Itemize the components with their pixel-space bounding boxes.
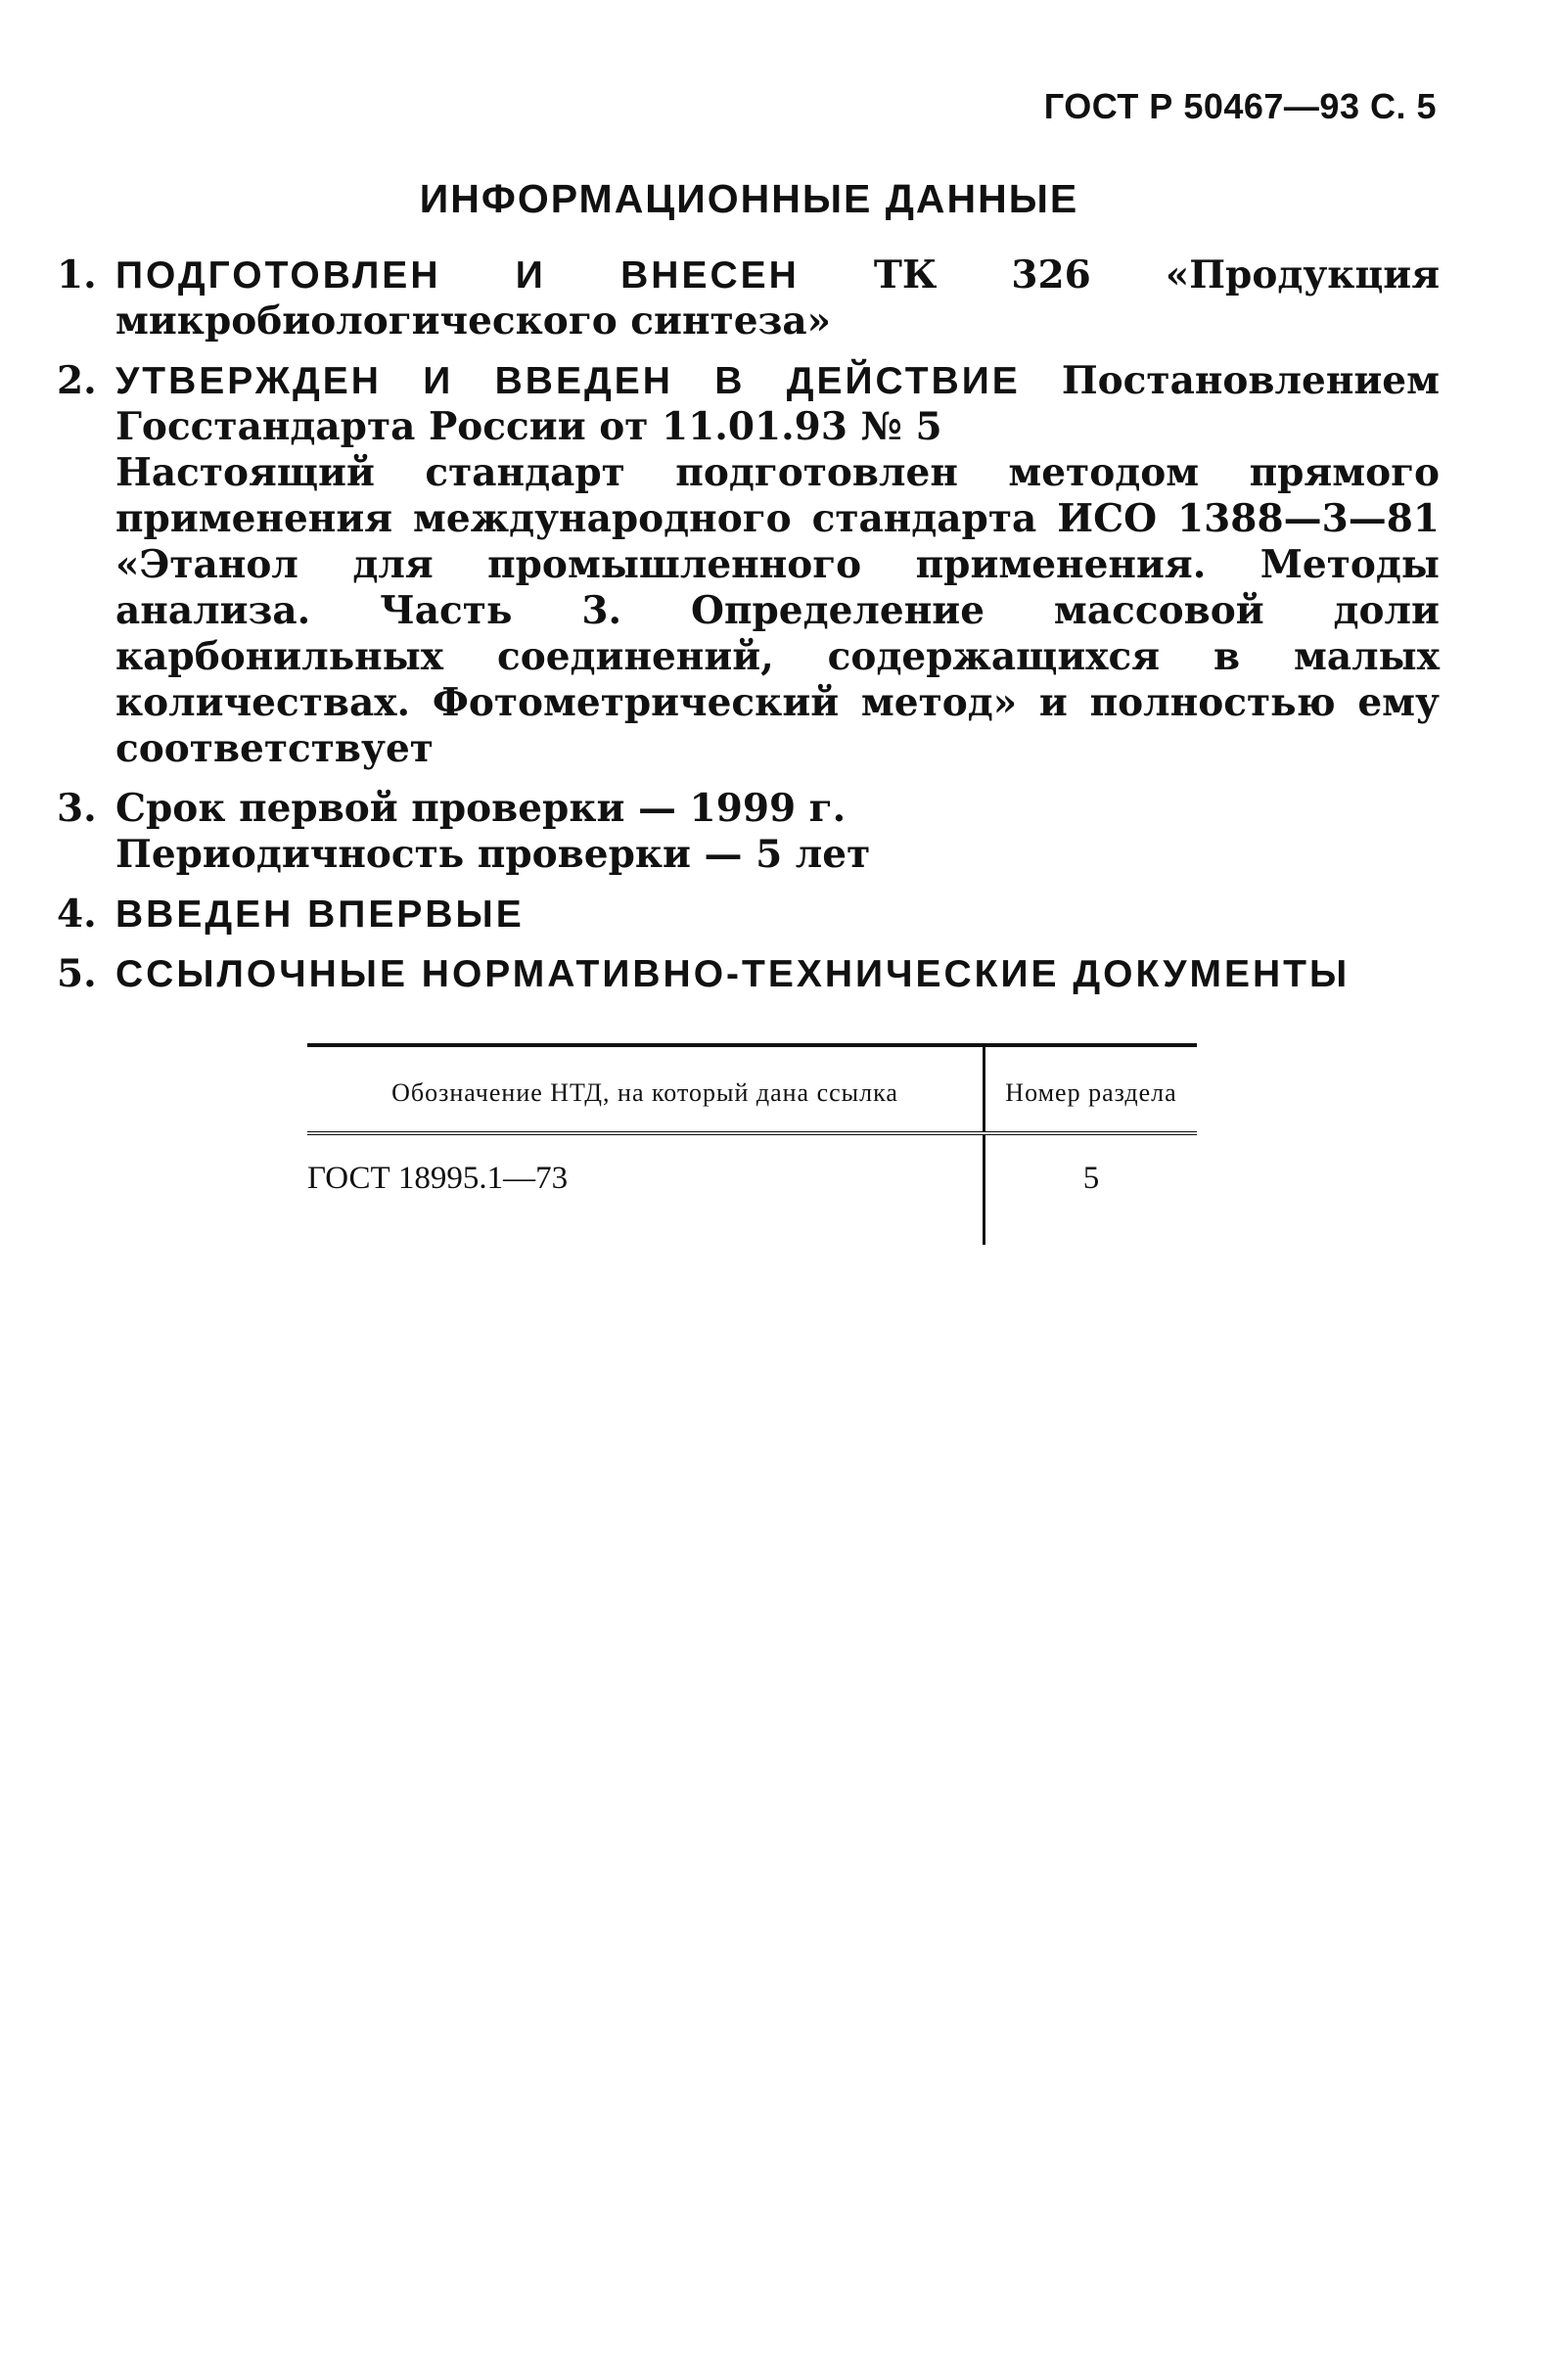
- info-item-4: [57, 892, 1440, 938]
- cell-designation: ГОСТ 18995.1—73: [307, 1161, 569, 1196]
- info-item-3: [57, 786, 1440, 878]
- table-row: [307, 1133, 1197, 1245]
- item-body: [115, 358, 1440, 772]
- item-number: 1.: [57, 252, 97, 298]
- item-lead: ПОДГОТОВЛЕН И ВНЕСЕН: [115, 254, 800, 297]
- item-extra-text: Настоящий стандарт подготовлен методом прямого применения международного стандарта ИСО 1388—3—81 «Этанол для промышленного применения. Методы анализа. Часть 3. Определение массовой доли карбонильных соединений, содержащихся в малых количествах. Фотометрический метод» и полностью ему соответствует: [115, 450, 1440, 771]
- info-item-2: [57, 358, 1440, 772]
- item-lead: ССЫЛОЧНЫЕ НОРМАТИВНО-ТЕХНИЧЕСКИЕ ДОКУМЕНТЫ: [115, 953, 1351, 995]
- column-header-designation: Обозначение НТД, на который дана ссылка: [307, 1045, 985, 1133]
- item-body: [115, 951, 1440, 997]
- item-body: [115, 252, 1440, 344]
- item-body: [115, 786, 1440, 878]
- column-header-section: Номер раздела: [985, 1045, 1198, 1133]
- item-number: 5.: [57, 951, 97, 996]
- info-item-1: [57, 252, 1440, 344]
- info-items-list: [57, 252, 1440, 1011]
- item-text: ТК 326 «Продукция микробиологического синтеза»: [115, 252, 1441, 343]
- item-number: 2.: [57, 358, 97, 403]
- item-lead: ВВЕДЕН ВПЕРВЫЕ: [115, 893, 525, 936]
- item-line-1: Срок первой проверки — 1999 г.: [115, 786, 847, 831]
- cell-section: 5: [985, 1133, 1198, 1245]
- reference-documents-table: [307, 1043, 1197, 1245]
- item-number: 4.: [57, 892, 97, 937]
- page-header: ГОСТ Р 50467—93 С. 5: [1043, 86, 1437, 126]
- document-title: ИНФОРМАЦИОННЫЕ ДАННЫЕ: [419, 176, 1079, 221]
- info-item-5: [57, 951, 1440, 997]
- item-number: 3.: [57, 786, 97, 831]
- item-body: [115, 892, 1440, 938]
- item-text: Постановлением Госстандарта России от 11.01.93 № 5: [115, 358, 1440, 449]
- item-lead: УТВЕРЖДЕН И ВВЕДЕН В ДЕЙСТВИЕ: [115, 360, 1021, 402]
- item-line-2: Периодичность проверки — 5 лет: [115, 832, 871, 877]
- table-header-row: [307, 1045, 1197, 1133]
